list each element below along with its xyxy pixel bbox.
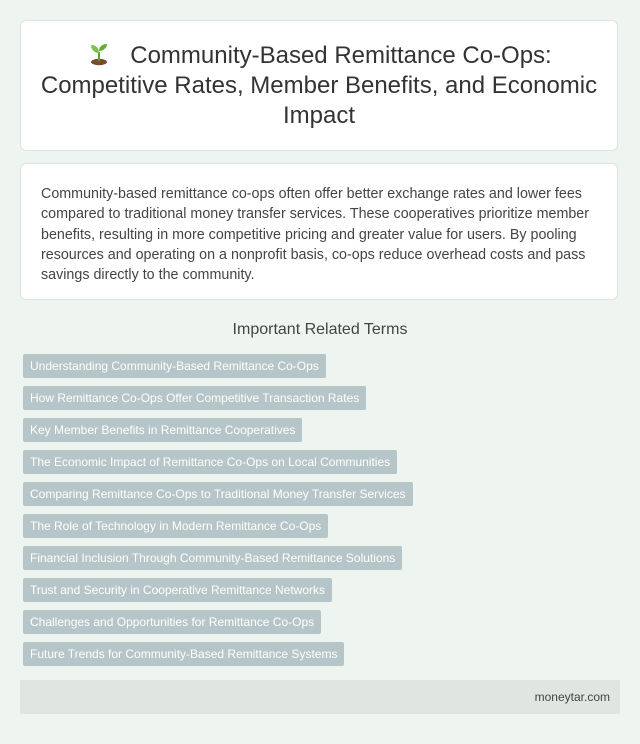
related-term-tag[interactable]: How Remittance Co-Ops Offer Competitive Transaction Rates: [23, 386, 366, 410]
title-card: [20, 20, 618, 151]
related-term-tag[interactable]: Future Trends for Community-Based Remittance Systems: [23, 642, 344, 666]
related-terms-list: [23, 354, 619, 674]
related-term-tag[interactable]: Financial Inclusion Through Community-Based Remittance Solutions: [23, 546, 402, 570]
related-terms-heading: Important Related Terms: [232, 321, 408, 338]
related-term-tag[interactable]: Key Member Benefits in Remittance Cooperatives: [23, 418, 302, 442]
related-term-tag[interactable]: Trust and Security in Cooperative Remittance Networks: [23, 578, 332, 602]
description-text: Community-based remittance co-ops often offer better exchange rates and lower fees compared to traditional money transfer services. These cooperatives prioritize member benefits, resulting in more competitive pricing and greater value for users. By pooling resources and operating on a nonprofit basis, co-ops reduce overhead costs and pass savings directly to the community.: [41, 186, 590, 284]
site-name[interactable]: moneytar.com: [534, 690, 610, 704]
related-term-tag[interactable]: Challenges and Opportunities for Remittance Co-Ops: [23, 610, 321, 634]
related-term-tag[interactable]: Understanding Community-Based Remittance Co-Ops: [23, 354, 326, 378]
seedling-icon: [86, 40, 112, 66]
page-title-text: Community-Based Remittance Co-Ops: Competitive Rates, Member Benefits, and Economic Impact: [40, 42, 598, 129]
related-term-tag[interactable]: The Role of Technology in Modern Remittance Co-Ops: [23, 514, 328, 538]
related-term-tag[interactable]: The Economic Impact of Remittance Co-Ops on Local Communities: [23, 450, 397, 474]
related-term-tag[interactable]: Comparing Remittance Co-Ops to Traditional Money Transfer Services: [23, 482, 413, 506]
footer: [20, 680, 620, 714]
description-card: [20, 163, 618, 300]
page-title: [39, 40, 599, 131]
